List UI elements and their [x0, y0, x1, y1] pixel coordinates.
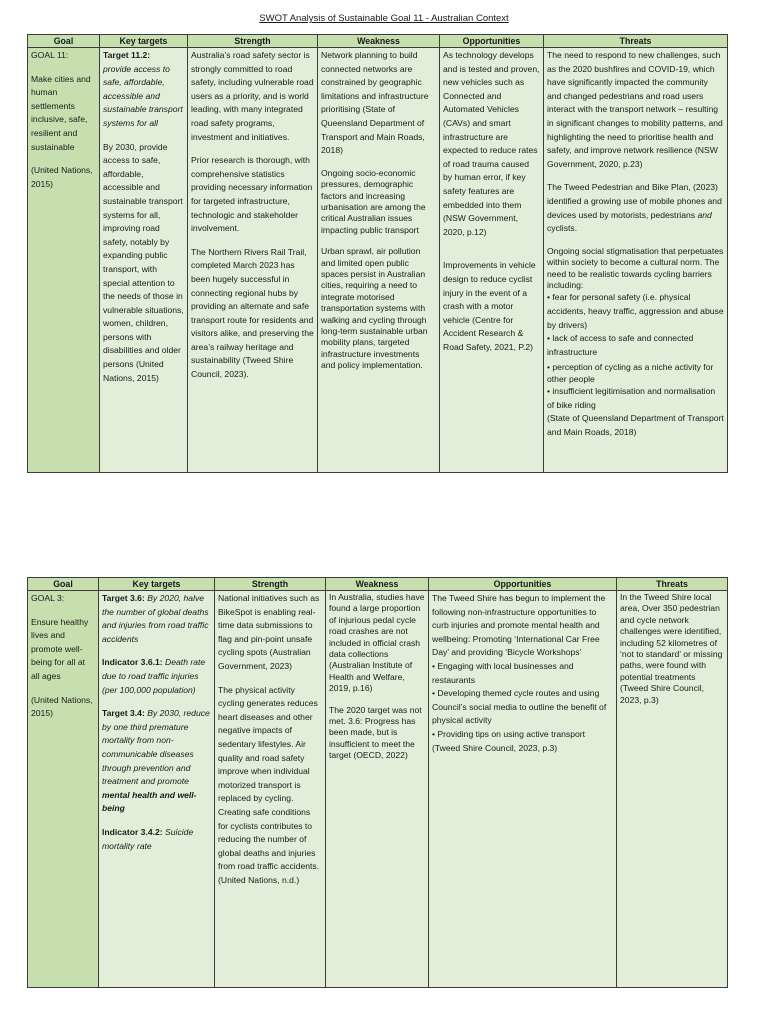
strength-paragraph: Australia’s road safety sector is strongly committed to road safety, including vulnerable road users as a priority, and is world leading, with many integrated road safety programs, investment and initiatives. — [191, 50, 314, 142]
indicator-label: Indicator 3.6.1: — [102, 657, 163, 668]
target-bold-italic-text: mental health and well-being — [102, 789, 197, 814]
threat-paragraph: Ongoing social stigmatisation that perpetuates within society to become a cultural norm. The need to be realistic towards cycling barriers including: — [547, 245, 724, 290]
table-header-row — [28, 578, 728, 591]
swot-table-goal-11 — [27, 34, 728, 473]
weakness-paragraph: The 2020 target was not met. 3.6: Progress has been made, but is insufficient to meet the target (OECD, 2022) — [329, 704, 422, 761]
header-goal: Goal — [28, 578, 99, 591]
target-item — [102, 592, 211, 646]
threats-cell — [617, 591, 728, 988]
opportunity-paragraph: Improvements in vehicle design to reduce cyclist injury in the event of a crash with a motor vehicle (Centre for Accident Research & Road Safety, 2021, P.2) — [443, 260, 536, 352]
threat-paragraph — [547, 181, 724, 235]
threat-bullet: • lack of access to safe and connected infrastructure — [547, 333, 694, 357]
opportunity-intro: The Tweed Shire has begun to implement the following non-infrastructure opportunities to curb injuries and promote mental health and wellbeing: Promoting ‘International Car Free Day’ and providing ‘Bicycle Workshops’ — [432, 593, 606, 658]
weakness-paragraph: Urban sprawl, air pollution and limited open public spaces persist in Australian cities, requiring a need to integrate motorised transportation systems with walking and cycling through long-term sustainable urban mobility plans, targeted infrastructure investments and policy implementation. — [321, 246, 428, 371]
target-item — [102, 707, 211, 816]
threat-paragraph: In the Tweed Shire local area, Over 350 pedestrian and cycle network challenges were identified, including 52 kilometres of ‘not to standard’ or missing paths, were found with potential treatments (Tweed Shire Council, 2023, p.3) — [620, 592, 723, 705]
target-colon: : — [147, 50, 151, 60]
weakness-cell — [318, 48, 440, 473]
header-key-targets: Key targets — [99, 578, 215, 591]
target-text: By 2030, provide access to safe, affordable, accessible and sustainable transport systems for all, improving road safety, notably by expanding public transport, with special attention to the needs of those in vulnerable situations, women, children, persons with disabilities and older persons (United Nations, 2015) — [103, 141, 184, 383]
header-strength: Strength — [215, 578, 326, 591]
threat-paragraph: The need to respond to new challenges, such as the 2020 bushfires and COVID-19, which have significantly impacted the community and changed pedestrians and road users interact with the transport network – resulting in significant changes to mobility patterns, and highlighting the need to prioritise health and safety, and improve network resilience (NSW Government, 2020, p.23) — [547, 50, 723, 169]
indicator-item — [102, 826, 211, 853]
goal-label: GOAL 11: — [31, 50, 69, 60]
strength-paragraph: Prior research is thorough, with comprehensive statistics providing necessary information for targeted infrastructure, technologic and stakeholder involvement. — [191, 155, 313, 234]
goal-source: (United Nations, 2015) — [31, 165, 93, 189]
swot-table-goal-3 — [27, 577, 728, 988]
strength-paragraph: The Northern Rivers Rail Trail, completed March 2023 has been hugely successful in connecting regional hubs by providing an alternate and safe transport route for residents and visitors alike, and preserving the area’s railway heritage and sustainability (Tweed Shire Council, 2023). — [191, 246, 314, 380]
header-weakness: Weakness — [318, 35, 440, 48]
indicator-italic-text: Death rate due to road traffic injuries (per 100,000 population) — [102, 657, 206, 695]
goal-cell — [28, 48, 100, 473]
strength-paragraph: The physical activity cycling generates reduces heart diseases and other negative impacts of sedentary lifestyles. Air quality and road safety improve when individual motorized transport is replaced by cycling. Creating safe conditions for cyclists contributes to reducing the number of global deaths and injuries from road traffic accidents. (United Nations, n.d.) — [218, 684, 320, 885]
header-threats: Threats — [544, 35, 728, 48]
indicator-italic-text: Suicide mortality rate — [102, 826, 194, 851]
strength-cell — [188, 48, 318, 473]
key-targets-cell — [100, 48, 188, 473]
goal-text: Ensure healthy lives and promote well-being for all at all ages — [31, 616, 89, 681]
threat-bullet: • perception of cycling as a niche activity for other people — [547, 362, 714, 384]
weakness-paragraph: Network planning to build connected networks are constrained by geographic limitations and infrastructure prioritising (State of Queensland Department of Transport and Main Roads, 2018) — [321, 50, 429, 156]
key-targets-cell — [99, 591, 215, 988]
threat-source: (State of Queensland Department of Transport and Main Roads, 2018) — [547, 413, 724, 437]
table-row — [28, 48, 728, 473]
goal-label: GOAL 3: — [31, 593, 65, 603]
target-label: Target 3.6: — [102, 593, 145, 603]
strength-cell — [215, 591, 326, 988]
opportunity-source: (Tweed Shire Council, 2023, p.3) — [432, 742, 558, 753]
header-threats: Threats — [617, 578, 728, 591]
header-strength: Strength — [188, 35, 318, 48]
indicator-label: Indicator 3.4.2: — [102, 826, 163, 837]
goal-source: (United Nations, 2015) — [31, 694, 93, 719]
opportunity-paragraph: As technology develops and is tested and proven, new vehicles such as Connected and Automated Vehicles (CAVs) and smart infrastructure are expected to reduce rates of road trauma caused by human error, if key safety features are embedded into them (NSW Government, 2020, p.12) — [443, 50, 540, 237]
threat-text: The Tweed Pedestrian and Bike Plan, (2023) identified a growing use of mobile phones and devices used by motorists, pedestrians — [547, 182, 722, 220]
target-label: Target 11.2 — [103, 50, 148, 60]
document-title: SWOT Analysis of Sustainable Goal 11 - Australian Context — [259, 13, 509, 24]
opportunity-bullet: • Developing themed cycle routes and using Council’s social media to outline the benefit of physical activity — [432, 688, 607, 726]
opportunity-bullet: • Engaging with local businesses and restaurants — [432, 660, 574, 685]
indicator-item — [102, 656, 211, 697]
header-goal: Goal — [28, 35, 100, 48]
weakness-paragraph: Ongoing socio-economic pressures, demographic factors and increasing urbanisation are among the critical Australian issues impacting public transport — [321, 167, 426, 235]
opportunities-cell — [440, 48, 544, 473]
target-italic-text: provide access to safe, affordable, accessible and sustainable transport systems for all — [103, 63, 183, 128]
threat-bullet: • fear for personal safety (i.e. physical accidents, heavy traffic, aggression and abuse by drivers) — [547, 292, 724, 330]
header-opportunities: Opportunities — [429, 578, 617, 591]
table-row — [28, 591, 728, 988]
threat-text: cyclists. — [547, 223, 578, 234]
threat-bullet: • insufficient legitimisation and normalisation of bike riding — [547, 386, 716, 410]
goal-text: Make cities and human settlements inclusive, safe, resilient and sustainable — [31, 73, 91, 152]
header-opportunities: Opportunities — [440, 35, 544, 48]
opportunity-bullet: • Providing tips on using active transport — [432, 728, 586, 739]
target-label: Target 3.4: — [102, 708, 145, 719]
table-header-row — [28, 35, 728, 48]
threats-cell — [544, 48, 728, 473]
header-key-targets: Key targets — [100, 35, 188, 48]
goal-cell — [28, 591, 99, 988]
weakness-cell — [326, 591, 429, 988]
opportunities-cell — [429, 591, 617, 988]
weakness-paragraph: In Australia, studies have found a large proportion of injurious pedal cycle road crashes are not included in official crash data collections (Australian Institute of Health and Welfare, 2019, p.16) — [329, 592, 425, 694]
threat-italic: and — [697, 209, 712, 220]
header-weakness: Weakness — [326, 578, 429, 591]
target-italic-text: By 2030, reduce by one third premature mortality from non-communicable diseases through prevention and treatment and promote — [102, 708, 210, 787]
strength-paragraph: National initiatives such as BikeSpot is enabling real-time data submissions to flag and pin-point unsafe cycling spots (Australian Government, 2023) — [218, 593, 320, 671]
target-italic-text: By 2020, halve the number of global deaths and injuries from road traffic accidents — [102, 593, 209, 644]
